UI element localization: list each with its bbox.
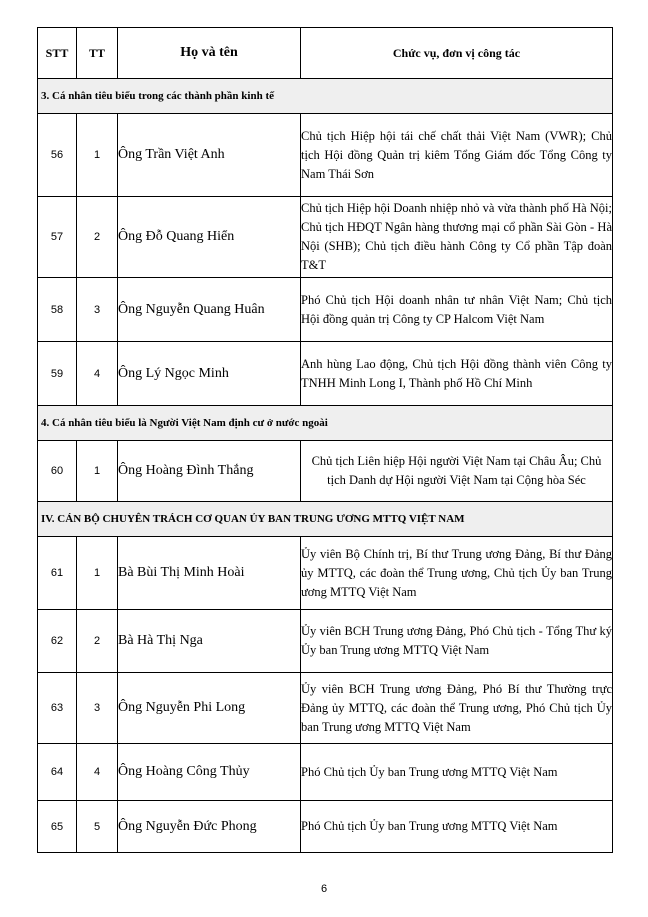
tt-cell: 2 [77, 197, 118, 278]
header-position: Chức vụ, đơn vị công tác [301, 28, 613, 79]
table-row [38, 610, 613, 673]
header-name: Họ và tên [118, 28, 301, 79]
table-row [38, 441, 613, 502]
table-row [38, 537, 613, 610]
table-row [38, 197, 613, 278]
section-title: 4. Cá nhân tiêu biểu là Người Việt Nam định cư ở nước ngoài [38, 406, 613, 441]
header-tt: TT [77, 28, 118, 79]
stt-cell: 58 [38, 278, 77, 342]
position-cell: Chủ tịch Hiệp hội tái chế chất thải Việt Nam (VWR); Chủ tịch Hội đồng Quản trị kiêm Tổng Giám đốc Tổng Công ty Nam Thái Sơn [301, 114, 613, 197]
stt-cell: 61 [38, 537, 77, 610]
table-row [38, 801, 613, 853]
name-cell: Bà Bùi Thị Minh Hoài [118, 537, 301, 610]
position-cell: Ủy viên BCH Trung ương Đảng, Phó Chủ tịch - Tổng Thư ký Ủy ban Trung ương MTTQ Việt Nam [301, 610, 613, 673]
stt-cell: 59 [38, 342, 77, 406]
position-cell: Ủy viên BCH Trung ương Đảng, Phó Bí thư Thường trực Đảng ủy MTTQ, các đoàn thể Trung ương, Phó Chủ tịch Ủy ban Trung ương MTTQ Việt Nam [301, 673, 613, 744]
name-cell: Ông Nguyễn Đức Phong [118, 801, 301, 853]
name-cell: Ông Hoàng Công Thủy [118, 744, 301, 801]
position-cell: Phó Chủ tịch Ủy ban Trung ương MTTQ Việt Nam [301, 801, 613, 853]
tt-cell: 5 [77, 801, 118, 853]
tt-cell: 4 [77, 342, 118, 406]
section-row [38, 502, 613, 537]
stt-cell: 56 [38, 114, 77, 197]
stt-cell: 63 [38, 673, 77, 744]
table-row [38, 673, 613, 744]
position-cell: Anh hùng Lao động, Chủ tịch Hội đồng thành viên Công ty TNHH Minh Long I, Thành phố Hồ Chí Minh [301, 342, 613, 406]
personnel-table [37, 27, 613, 853]
stt-cell: 60 [38, 441, 77, 502]
name-cell: Ông Đỗ Quang Hiển [118, 197, 301, 278]
page-number: 6 [320, 883, 328, 895]
stt-cell: 62 [38, 610, 77, 673]
position-cell: Phó Chủ tịch Ủy ban Trung ương MTTQ Việt Nam [301, 744, 613, 801]
position-cell: Chủ tịch Liên hiệp Hội người Việt Nam tại Châu Âu; Chủ tịch Danh dự Hội người Việt Nam tại Cộng hòa Séc [301, 441, 613, 502]
tt-cell: 1 [77, 537, 118, 610]
section-row [38, 406, 613, 441]
table-row [38, 278, 613, 342]
name-cell: Ông Lý Ngọc Minh [118, 342, 301, 406]
stt-cell: 57 [38, 197, 77, 278]
table-row [38, 744, 613, 801]
header-row [38, 28, 613, 79]
name-cell: Ông Nguyễn Phi Long [118, 673, 301, 744]
section-title: IV. CÁN BỘ CHUYÊN TRÁCH CƠ QUAN ỦY BAN TRUNG ƯƠNG MTTQ VIỆT NAM [38, 502, 613, 537]
name-cell: Ông Nguyễn Quang Huân [118, 278, 301, 342]
tt-cell: 4 [77, 744, 118, 801]
position-cell: Ủy viên Bộ Chính trị, Bí thư Trung ương Đảng, Bí thư Đảng ủy MTTQ, các đoàn thể Trung ương, Chủ tịch Ủy ban Trung ương MTTQ Việt Nam [301, 537, 613, 610]
tt-cell: 1 [77, 114, 118, 197]
section-row [38, 79, 613, 114]
name-cell: Bà Hà Thị Nga [118, 610, 301, 673]
tt-cell: 3 [77, 278, 118, 342]
table-row [38, 342, 613, 406]
tt-cell: 1 [77, 441, 118, 502]
name-cell: Ông Trần Việt Anh [118, 114, 301, 197]
table-row [38, 114, 613, 197]
tt-cell: 2 [77, 610, 118, 673]
section-title: 3. Cá nhân tiêu biểu trong các thành phần kinh tế [38, 79, 613, 114]
stt-cell: 64 [38, 744, 77, 801]
position-cell: Chủ tịch Hiệp hội Doanh nhiệp nhỏ và vừa thành phố Hà Nội; Chủ tịch HĐQT Ngân hàng thương mại cổ phần Sài Gòn - Hà Nội (SHB); Chủ tịch điều hành Công ty Cổ phần Tập đoàn T&T [301, 197, 613, 278]
tt-cell: 3 [77, 673, 118, 744]
header-stt: STT [38, 28, 77, 79]
position-cell: Phó Chủ tịch Hội doanh nhân tư nhân Việt Nam; Chủ tịch Hội đồng quản trị Công ty CP Halcom Việt Nam [301, 278, 613, 342]
name-cell: Ông Hoàng Đình Thắng [118, 441, 301, 502]
stt-cell: 65 [38, 801, 77, 853]
